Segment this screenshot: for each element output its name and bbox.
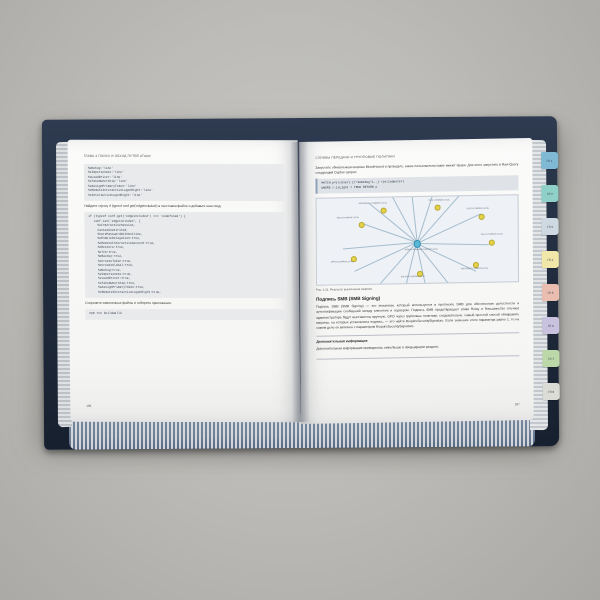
index-tab: ГЛ 1 — [541, 152, 558, 169]
graph-edge — [369, 204, 417, 243]
graph-node-label: SQL01.COMPANY.LOCAL — [480, 233, 504, 237]
code-line: SeInteractiveSession, — [88, 223, 136, 228]
graph-edge — [417, 243, 489, 245]
left-code-block-2 — [84, 212, 285, 298]
graph-node — [489, 240, 495, 246]
code-line: SeImpersonate:true, — [88, 272, 133, 276]
index-tab: ГЛ 2 — [541, 185, 558, 202]
graph-node-label: WS-ADMIN01.COMPANY.LOCAL — [358, 202, 387, 206]
note-text: Дополнительная информация приводилась ниже/выше в предыдущем разделе. — [316, 344, 440, 352]
code-line: SeRemoteInteractiveAccount:true, — [88, 241, 156, 245]
code-line: SeTakeOwnership:'line' — [87, 180, 128, 184]
open-book — [43, 118, 558, 448]
graph-edge — [417, 214, 481, 244]
code-line: SeEnableDelegation:true, — [88, 237, 141, 241]
code-line: SeCreateGlobal:true, — [88, 263, 134, 267]
right-paragraph-1: Запустите обновленную версию BloodHound и проверьте, какие пользователи какие имеют права. Для этого запустите в Raw Query следующий Cypher-запрос: — [315, 162, 519, 175]
code-line: SeRestore:true, — [88, 246, 125, 250]
code-line: SeLoadDriver:true, — [88, 277, 131, 281]
note-box — [316, 333, 519, 360]
code-line: SeTakeOwnership:true, — [89, 281, 136, 285]
section-title: Подпись SMB (SMB Signing) — [316, 295, 381, 303]
code-line: SeDebug:'line' — [87, 166, 114, 170]
code-line: SeInteractiveLogonRight:'line' — [88, 193, 143, 197]
code-line: if (typeof conf.get('edgeincluded') === 'undefined') { — [88, 215, 186, 219]
note-title: Дополнительная информация — [316, 339, 368, 345]
left-paragraph-2: Сохраните измененные файлы и соберите приложение: — [85, 300, 172, 306]
graph-node — [359, 222, 365, 228]
index-tab: ГЛ 5 — [542, 284, 559, 301]
code-line: npm run buildwall2 — [89, 312, 122, 316]
cypher-query-block — [315, 176, 518, 194]
code-line: SeAssignPrimaryToken:'line' — [87, 184, 137, 188]
graph-node-label: SRV01.COMPANY.LOCAL — [336, 217, 360, 220]
graph-node-label: APP02.COMPANY.LOCAL — [330, 261, 354, 264]
graph-node — [435, 205, 441, 211]
code-line: WHERE r.isLight = TRUE RETURN p — [321, 185, 378, 190]
graph-node-label: WS-USER07.COMPANY.LOCAL — [460, 268, 489, 271]
graph-center-label: DOMAIN ADMINS@COMPANY.LOCAL — [404, 248, 438, 252]
left-page — [68, 140, 301, 422]
left-code-block-1 — [84, 164, 284, 201]
figure-caption: Рис. 4.32. Результат выполнения запроса — [316, 287, 372, 293]
right-page — [299, 138, 533, 424]
right-folio: 187 — [514, 402, 520, 407]
code-line: SeDebug:true, — [88, 268, 122, 272]
graph-figure — [316, 194, 519, 286]
left-paragraph-1: Найдите строку if (typeof conf.get('edgeincluded') в текстовом файле и добавьте наш свод: — [84, 203, 222, 209]
code-line: SeLoadDriver:'line' — [87, 175, 123, 179]
code-line: conf.set('edgeincluded', { — [88, 219, 141, 223]
graph-node — [381, 208, 387, 214]
index-tabs — [538, 152, 560, 417]
code-line: SeImpersonate:'line' — [87, 171, 124, 175]
graph-node-label: DC01.COMPANY.LOCAL — [428, 199, 450, 203]
left-folio: 186 — [86, 403, 92, 408]
index-tab: ГЛ 4 — [542, 251, 559, 268]
index-tab: ГЛ 3 — [542, 218, 559, 235]
code-line: CanssoUnattrited, — [88, 228, 129, 232]
code-line: SeBackup:true, — [88, 255, 123, 259]
left-code-block-3 — [85, 309, 285, 320]
graph-node-label: BACKUP.COMPANY.LOCAL — [400, 276, 425, 279]
left-running-head: ГЛАВА 4 ПОИСК И ОБХОД ПУТЕЙ АТАКИ — [83, 153, 151, 158]
code-line: SeAssignPrimaryToken:true, — [89, 286, 145, 290]
code-line: SeRemoteInteractiveLogonRight:'line' — [88, 189, 153, 193]
code-line: SeTcb:true, — [88, 250, 118, 254]
right-paragraph-2: Подпись SMB (SMB Signing) — это механизм, который используется в протоколе SMB для обеспечения целостности и аутентификации сообщений между клиентом и сервером. Подпись SMB предотвращает атаки Relay и большинство случаев администратора будут выставлены вручную. GPO через групповые политики, следовательно, самый простой способ обнаружить машины, на которых установлена подпись, — это найти RequireSecuritySignature. Если значение этого параметра равно 1, то на самом деле он включен с параметром RequireSecuritySignature. — [316, 301, 520, 330]
code-line: MATCH p=(n:User)-[r:SeDebug*1..]->(m:Computer) — [321, 180, 405, 186]
index-tab: ГЛ 6 — [542, 317, 559, 334]
code-line: SeCreateToken:true, — [88, 259, 133, 263]
graph-node — [479, 214, 485, 220]
index-tab: ГЛ 7 — [542, 350, 559, 367]
code-line: SeRemoteInteractiveLogonRight:true, — [89, 290, 162, 294]
code-line: SharePasswordWithOutline, — [88, 232, 143, 236]
index-tab: ГЛ 8 — [543, 383, 560, 400]
right-running-head: СЛУЖБЫ ПЕРЕДАЧИ И ГРУППОВЫЕ ПОЛИТИКИ — [315, 154, 395, 160]
graph-center-node — [414, 240, 421, 248]
graph-node-label: FILE01.COMPANY.LOCAL — [466, 208, 490, 211]
